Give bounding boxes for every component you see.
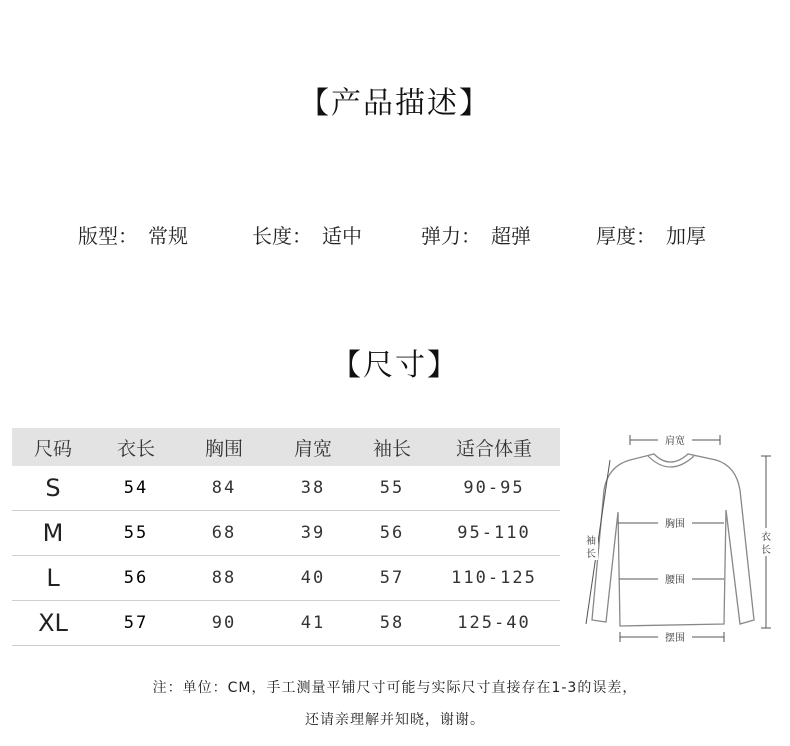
table-row xyxy=(12,601,560,646)
size-cell: S xyxy=(45,474,61,502)
attr-length xyxy=(252,220,362,249)
shirt-measurement-diagram xyxy=(568,420,790,660)
length-label-bottom: 长 xyxy=(761,545,771,556)
size-table xyxy=(12,428,560,646)
measurement-note: 注：单位：CM，手工测量平铺尺寸可能与实际尺寸直接存在1-3的误差， xyxy=(152,680,638,696)
shirt-outline xyxy=(592,454,754,626)
attr-value: 适中 xyxy=(322,224,362,248)
header-shoulder: 肩宽 xyxy=(293,437,332,460)
header-size: 尺码 xyxy=(33,437,72,460)
header-weight: 适合体重 xyxy=(455,437,532,460)
shoulder-cell: 41 xyxy=(300,613,326,633)
sleeve-label-bottom: 长 xyxy=(586,549,596,560)
sleeve-cell: 57 xyxy=(379,568,405,588)
chest-cell: 88 xyxy=(211,568,237,588)
header-sleeve: 袖长 xyxy=(372,437,411,460)
attr-value: 常规 xyxy=(148,224,188,248)
length-cell: 55 xyxy=(123,523,149,543)
chest-label: 胸围 xyxy=(665,519,685,530)
attributes-row xyxy=(0,220,790,250)
hem-label: 摆围 xyxy=(665,633,685,644)
header-chest: 胸围 xyxy=(204,437,243,460)
table-header xyxy=(12,428,560,466)
attr-separator: ： xyxy=(118,224,138,248)
length-cell: 56 xyxy=(123,568,149,588)
weight-cell: 95-110 xyxy=(457,523,531,543)
sleeve-cell: 56 xyxy=(379,523,405,543)
length-label-top: 衣 xyxy=(761,532,771,543)
attr-thickness xyxy=(596,220,706,249)
size-cell: XL xyxy=(38,609,68,637)
product-description-title: 【产品描述】 xyxy=(299,86,491,121)
shoulder-label: 肩宽 xyxy=(665,436,685,447)
length-cell: 54 xyxy=(123,478,149,498)
sleeve-cell: 55 xyxy=(379,478,405,498)
sleeve-label-top: 袖 xyxy=(586,536,596,547)
attr-value: 超弹 xyxy=(491,224,531,248)
attr-value: 加厚 xyxy=(666,224,706,248)
thanks-note: 还请亲理解并知晓，谢谢。 xyxy=(305,712,485,728)
table-row xyxy=(12,511,560,556)
chest-cell: 90 xyxy=(211,613,237,633)
attr-separator: ： xyxy=(636,224,656,248)
size-cell: L xyxy=(46,564,60,592)
attr-elasticity xyxy=(421,220,531,249)
header-length: 衣长 xyxy=(116,437,155,460)
size-title: 【尺寸】 xyxy=(331,348,459,383)
length-cell: 57 xyxy=(123,613,149,633)
attr-separator: ： xyxy=(461,224,481,248)
attr-key: 版型 xyxy=(78,224,118,248)
shoulder-cell: 39 xyxy=(300,523,326,543)
weight-cell: 110-125 xyxy=(451,568,537,588)
weight-cell: 90-95 xyxy=(463,478,525,498)
attr-separator: ： xyxy=(292,224,312,248)
waist-label: 腰围 xyxy=(665,575,685,586)
attr-fit xyxy=(78,220,188,249)
table-row xyxy=(12,466,560,511)
table-row xyxy=(12,556,560,601)
chest-cell: 68 xyxy=(211,523,237,543)
chest-cell: 84 xyxy=(211,478,237,498)
sleeve-cell: 58 xyxy=(379,613,405,633)
shoulder-cell: 38 xyxy=(300,478,326,498)
shoulder-cell: 40 xyxy=(300,568,326,588)
attr-key: 弹力 xyxy=(421,224,461,248)
size-cell: M xyxy=(42,519,64,547)
weight-cell: 125-40 xyxy=(457,613,531,633)
attr-key: 长度 xyxy=(252,224,292,248)
attr-key: 厚度 xyxy=(596,224,636,248)
